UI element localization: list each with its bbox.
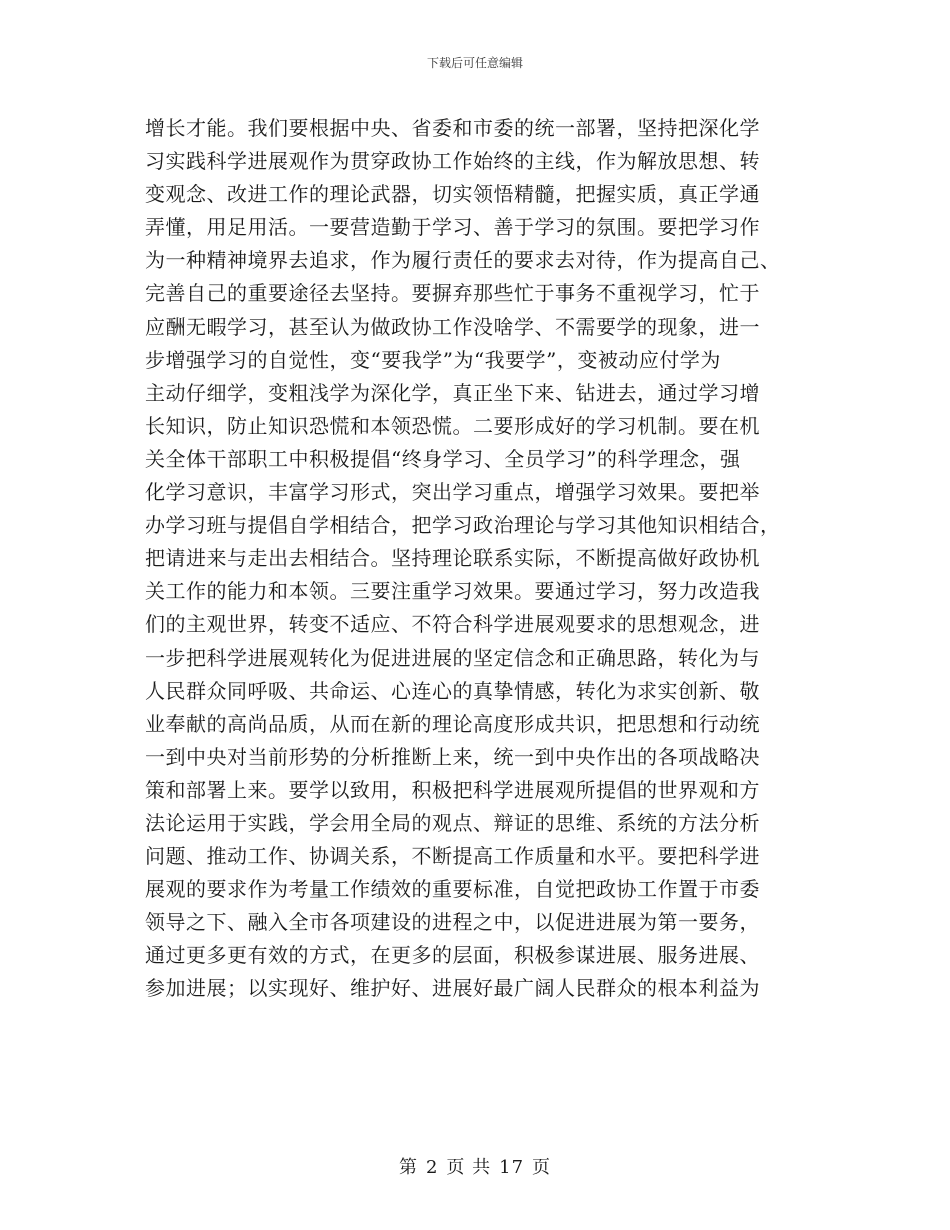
text-line: 关全体干部职工中积极提倡“终身学习、全员学习”的科学理念，强: [145, 446, 741, 471]
page-header-note: 下载后可任意编辑: [426, 56, 523, 70]
text-line: 步增强学习的自觉性，变“要我学”为“我要学”，变被动应付学为: [145, 347, 721, 372]
text-line: 化学习意识，丰富学习形式，突出学习重点，增强学习效果。要把举: [145, 480, 760, 505]
text-line: 弄懂，用足用活。一要营造勤于学习、善于学习的氛围。要把学习作: [145, 215, 760, 240]
text-line: 领导之下、融入全市各项建设的进程之中，以促进进展为第一要务，: [145, 910, 760, 935]
text-line: 主动仔细学，变粗浅学为深化学，真正坐下来、钻进去，通过学习增: [145, 380, 760, 405]
text-line: 习实践科学进展观作为贯穿政协工作始终的主线，作为解放思想、转: [145, 149, 760, 174]
text-line: 通过更多更有效的方式，在更多的层面，积极参谋进展、服务进展、: [145, 943, 760, 968]
text-line: 一步把科学进展观转化为促进进展的坚定信念和正确思路，转化为与: [145, 645, 760, 670]
text-line: 办学习班与提倡自学相结合，把学习政治理论与学习其他知识相结合，: [145, 513, 781, 538]
body-text: [145, 112, 810, 1006]
text-line: 增长才能。我们要根据中央、省委和市委的统一部署，坚持把深化学: [145, 116, 760, 140]
text-line: 问题、推动工作、协调关系，不断提高工作质量和水平。要把科学进: [145, 844, 760, 869]
footer-page-number: 2: [425, 1157, 439, 1178]
text-line: 关工作的能力和本领。三要注重学习效果。要通过学习，努力改造我: [145, 579, 760, 604]
text-line: 参加进展；以实现好、维护好、进展好最广阔人民群众的根本利益为: [145, 976, 760, 1001]
text-line: 人民群众同呼吸、共命运、心连心的真挚情感，转化为求实创新、敬: [145, 678, 760, 703]
text-line: 长知识，防止知识恐慌和本领恐慌。二要形成好的学习机制。要在机: [145, 413, 760, 438]
text-line: 为一种精神境界去追求，作为履行责任的要求去对待，作为提高自己、: [145, 248, 781, 273]
text-line: 完善自己的重要途径去坚持。要摒弃那些忙于事务不重视学习，忙于: [145, 281, 760, 306]
text-line: 法论运用于实践，学会用全局的观点、辩证的思维、系统的方法分析: [145, 810, 760, 835]
text-line: 应酬无暇学习，甚至认为做政协工作没啥学、不需要学的现象，进一: [145, 314, 760, 339]
footer-total-pages: 17: [499, 1157, 525, 1178]
text-line: 业奉献的高尚品质，从而在新的理论高度形成共识，把思想和行动统: [145, 711, 760, 736]
page-footer: [0, 1153, 950, 1179]
text-line: 把请进来与走出去相结合。坚持理论联系实际，不断提高做好政协机: [145, 546, 760, 571]
text-line: 展观的要求作为考量工作绩效的重要标准，自觉把政协工作置于市委: [145, 877, 760, 902]
text-line: 策和部署上来。要学以致用，积极把科学进展观所提倡的世界观和方: [145, 777, 760, 802]
footer-suffix: 页: [532, 1157, 552, 1178]
footer-prefix: 第: [398, 1157, 418, 1178]
text-line: 变观念、改进工作的理论武器，切实领悟精髓，把握实质，真正学通: [145, 182, 760, 207]
text-line: 一到中央对当前形势的分析推断上来，统一到中央作出的各项战略决: [145, 744, 760, 769]
footer-middle: 页 共: [446, 1157, 492, 1178]
text-line: 们的主观世界，转变不适应、不符合科学进展观要求的思想观念，进: [145, 612, 760, 637]
